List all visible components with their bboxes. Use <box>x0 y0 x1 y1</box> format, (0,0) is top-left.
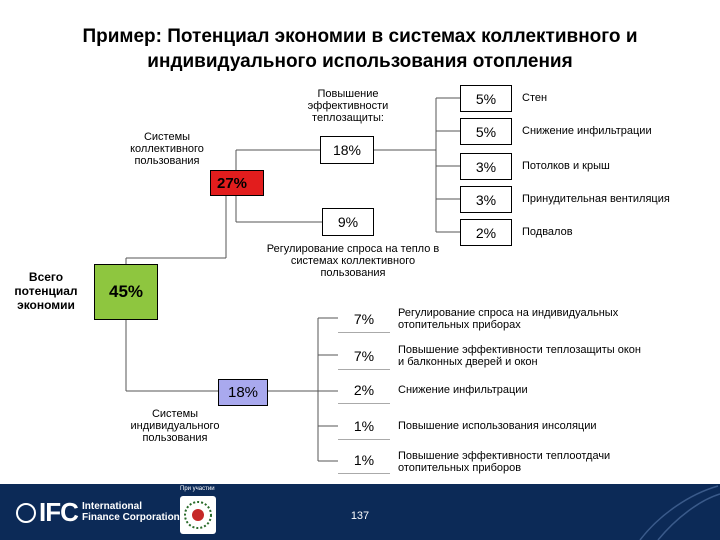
total-label-line1: Всего <box>28 270 64 284</box>
insulation-item-label-3: Потолков и крыш <box>522 160 610 172</box>
individual-item-label-4 <box>398 420 698 432</box>
partner-label: При участии <box>180 486 215 492</box>
insulation-item-label-1: Стен <box>522 92 548 104</box>
slide-title-line1: Пример: Потенциал экономии в системах коллективного и <box>82 26 638 47</box>
individual-label <box>110 408 240 444</box>
individual-item-label-1 <box>398 307 698 331</box>
insulation-item-value-2 <box>460 118 512 145</box>
total-value: 45% <box>108 282 144 301</box>
insulation-item-value-text-3: 3% <box>475 158 497 175</box>
insulation-label-line3: теплозащиты: <box>312 112 384 124</box>
individual-item-label-1-line2: отопительных приборах <box>398 319 521 331</box>
insulation-item-value-text-1: 5% <box>475 90 497 107</box>
collective-label <box>112 131 222 167</box>
footer-swoosh-decoration <box>600 484 720 540</box>
insulation-item-label-2: Снижение инфильтрации <box>522 125 652 137</box>
individual-item-label-1-line1: Регулирование спроса на индивидуальных <box>398 307 619 319</box>
partner-emblem-graphic <box>180 496 216 534</box>
partner-emblem-icon <box>180 496 216 534</box>
individual-item-value-text-2: 7% <box>353 348 375 364</box>
collective-value-box <box>210 170 264 196</box>
ifc-logo <box>16 497 78 528</box>
ifc-globe-icon <box>16 503 36 523</box>
individual-item-value-4 <box>338 413 390 440</box>
total-label-line3: экономии <box>17 298 75 312</box>
insulation-label <box>296 88 400 124</box>
demand-label-line3: пользования <box>320 267 386 279</box>
insulation-item-value-5 <box>460 219 512 246</box>
demand-label <box>238 243 468 279</box>
individual-item-label-3 <box>398 384 698 396</box>
individual-item-label-4-line1: Повышение использования инсоляции <box>398 420 597 432</box>
individual-item-label-2-line1: Повышение эффективности теплозащиты окон <box>398 344 641 356</box>
individual-item-value-2 <box>338 343 390 370</box>
individual-item-value-text-4: 1% <box>353 418 375 434</box>
insulation-item-label-5: Подвалов <box>522 226 573 238</box>
insulation-item-value-text-5: 2% <box>475 224 497 241</box>
insulation-label-line2: эффективности <box>307 100 389 112</box>
collective-label-line2: коллективного <box>130 143 204 155</box>
individual-item-label-2-line2: и балконных дверей и окон <box>398 356 538 368</box>
individual-item-value-text-1: 7% <box>353 311 375 327</box>
demand-value-box <box>322 208 374 236</box>
ifc-org-line2: Finance Corporation <box>82 512 180 523</box>
demand-value: 9% <box>337 214 359 230</box>
insulation-label-line1: Повышение <box>317 88 379 100</box>
ifc-org-name <box>82 501 180 523</box>
individual-label-line1: Системы <box>151 408 199 420</box>
individual-label-line2: индивидуального <box>130 420 220 432</box>
individual-item-value-3 <box>338 377 390 404</box>
individual-item-label-2 <box>398 344 698 368</box>
individual-item-value-1 <box>338 306 390 333</box>
total-label-line2: потенциал <box>14 284 78 298</box>
demand-label-line2: системах коллективного <box>290 255 416 267</box>
individual-value: 18% <box>227 384 259 401</box>
collective-value: 27% <box>217 174 248 192</box>
individual-item-label-3-line1: Снижение инфильтрации <box>398 384 528 396</box>
individual-item-value-5 <box>338 447 390 474</box>
insulation-item-value-4 <box>460 186 512 213</box>
individual-item-label-5-line1: Повышение эффективности теплоотдачи <box>398 450 611 462</box>
total-value-box <box>94 264 158 320</box>
insulation-value-box <box>320 136 374 164</box>
individual-label-line3: пользования <box>142 432 208 444</box>
ifc-logo-text: IFC <box>39 497 78 527</box>
insulation-item-label-4: Принудительная вентиляция <box>522 193 670 205</box>
individual-item-value-text-3: 2% <box>353 382 375 398</box>
insulation-item-value-text-2: 5% <box>475 123 497 140</box>
individual-item-label-5 <box>398 450 698 474</box>
insulation-value: 18% <box>332 142 362 158</box>
insulation-item-value-1 <box>460 85 512 112</box>
individual-item-value-text-5: 1% <box>353 452 375 468</box>
ifc-org-line1: International <box>82 501 143 512</box>
insulation-item-value-3 <box>460 153 512 180</box>
slide-title-line2: индивидуального использования отопления <box>147 51 573 72</box>
insulation-item-value-text-4: 3% <box>475 191 497 208</box>
individual-value-box <box>218 379 268 406</box>
individual-item-label-5-line2: отопительных приборов <box>398 462 522 474</box>
demand-label-line1: Регулирование спроса на тепло в <box>266 243 440 255</box>
total-label <box>2 270 90 312</box>
page-number: 137 <box>350 510 370 522</box>
collective-label-line3: пользования <box>134 155 200 167</box>
collective-label-line1: Системы <box>143 131 191 143</box>
